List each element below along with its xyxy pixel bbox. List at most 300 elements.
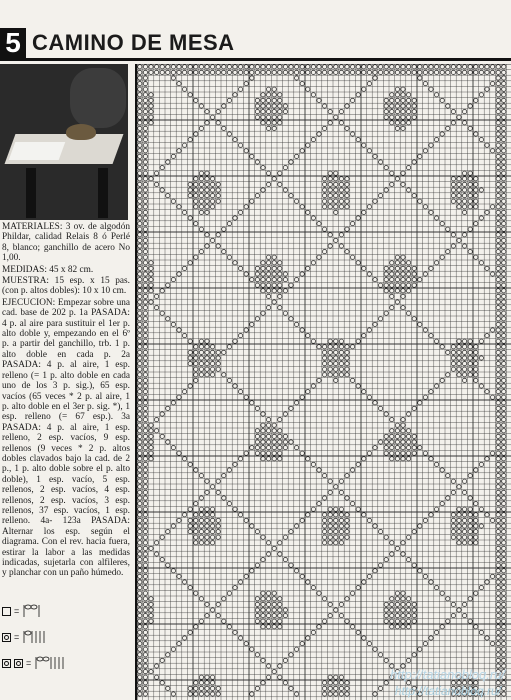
filled-cell <box>412 277 416 281</box>
filled-cell <box>395 429 399 433</box>
filled-cell <box>143 109 147 113</box>
filled-cell <box>474 591 478 595</box>
filled-cell <box>434 384 438 388</box>
filled-cell <box>143 664 147 668</box>
filled-cell <box>496 361 500 365</box>
filled-cell <box>205 535 209 539</box>
filled-cell <box>266 613 270 617</box>
filled-cell <box>283 65 287 69</box>
filled-cell <box>222 619 226 623</box>
filled-cell <box>143 221 147 225</box>
filled-cell <box>143 529 147 533</box>
filled-cell <box>429 143 433 147</box>
filled-cell <box>502 199 506 203</box>
filled-cell <box>401 625 405 629</box>
title-rule <box>0 58 511 61</box>
filled-cell <box>233 630 237 634</box>
filled-cell <box>339 686 343 690</box>
filled-cell <box>485 70 489 74</box>
filled-cell <box>216 356 220 360</box>
filled-cell <box>194 356 198 360</box>
filled-cell <box>328 361 332 365</box>
filled-cell <box>412 563 416 567</box>
filled-cell <box>143 188 147 192</box>
filled-cell <box>462 233 466 237</box>
filled-cell <box>194 625 198 629</box>
filled-cell <box>199 619 203 623</box>
filled-cell <box>496 653 500 657</box>
filled-cell <box>434 65 438 69</box>
filled-cell <box>496 283 500 287</box>
filled-cell <box>143 546 147 550</box>
filled-cell <box>496 423 500 427</box>
filled-cell <box>502 126 506 130</box>
filled-cell <box>373 277 377 281</box>
filled-cell <box>434 137 438 141</box>
filled-cell <box>474 468 478 472</box>
filled-cell <box>233 585 237 589</box>
filled-cell <box>194 350 198 354</box>
filled-cell <box>166 529 170 533</box>
filled-cell <box>143 597 147 601</box>
filled-cell <box>474 193 478 197</box>
filled-cell <box>171 76 175 80</box>
filled-cell <box>339 513 343 517</box>
filled-cell <box>339 367 343 371</box>
filled-cell <box>143 541 147 545</box>
filled-cell <box>171 70 175 74</box>
filled-cell <box>255 686 259 690</box>
filled-cell <box>345 227 349 231</box>
filled-cell <box>406 451 410 455</box>
filled-cell <box>401 457 405 461</box>
filled-cell <box>457 485 461 489</box>
filled-cell <box>468 361 472 365</box>
filled-cell <box>278 98 282 102</box>
filled-cell <box>479 188 483 192</box>
filled-cell <box>143 647 147 651</box>
filled-cell <box>261 277 265 281</box>
filled-cell <box>502 70 506 74</box>
filled-cell <box>390 445 394 449</box>
filled-cell <box>149 177 153 181</box>
filled-cell <box>496 630 500 634</box>
filled-cell <box>406 608 410 612</box>
filled-cell <box>395 625 399 629</box>
filled-cell <box>278 619 282 623</box>
filled-cell <box>468 171 472 175</box>
filled-cell <box>395 608 399 612</box>
filled-cell <box>451 109 455 113</box>
filled-cell <box>468 126 472 130</box>
filled-cell <box>474 205 478 209</box>
filled-cell <box>412 406 416 410</box>
filled-cell <box>462 524 466 528</box>
filled-cell <box>457 350 461 354</box>
filled-cell <box>255 65 259 69</box>
filled-cell <box>401 121 405 125</box>
filled-cell <box>205 524 209 528</box>
filled-cell <box>468 367 472 371</box>
filled-cell <box>395 619 399 623</box>
filled-cell <box>143 384 147 388</box>
filled-cell <box>502 513 506 517</box>
filled-cell <box>205 199 209 203</box>
filled-cell <box>210 692 214 696</box>
filled-cell <box>468 529 472 533</box>
filled-cell <box>283 104 287 108</box>
filled-cell <box>345 692 349 696</box>
filled-cell <box>216 524 220 528</box>
filled-cell <box>339 345 343 349</box>
filled-cell <box>328 205 332 209</box>
filled-cell <box>210 199 214 203</box>
filled-cell <box>199 518 203 522</box>
filled-cell <box>474 65 478 69</box>
filled-cell <box>306 266 310 270</box>
filled-cell <box>266 104 270 108</box>
filled-cell <box>272 300 276 304</box>
filled-cell <box>166 283 170 287</box>
filled-cell <box>339 518 343 522</box>
filled-cell <box>222 70 226 74</box>
filled-cell <box>384 109 388 113</box>
filled-cell <box>261 429 265 433</box>
filled-cell <box>188 686 192 690</box>
filled-cell <box>373 154 377 158</box>
filled-cell <box>306 143 310 147</box>
filled-cell <box>446 249 450 253</box>
filled-cell <box>210 361 214 365</box>
filled-cell <box>171 65 175 69</box>
filled-cell <box>378 160 382 164</box>
filled-cell <box>412 619 416 623</box>
filled-cell <box>166 653 170 657</box>
filled-cell <box>468 199 472 203</box>
filled-cell <box>384 658 388 662</box>
filled-cell <box>502 121 506 125</box>
filled-cell <box>334 529 338 533</box>
filled-cell <box>496 429 500 433</box>
filled-cell <box>154 182 158 186</box>
filled-cell <box>227 468 231 472</box>
filled-cell <box>462 339 466 343</box>
filled-cell <box>138 188 142 192</box>
filled-cell <box>401 171 405 175</box>
filled-cell <box>457 518 461 522</box>
filled-cell <box>440 255 444 259</box>
filled-cell <box>278 70 282 74</box>
filled-cell <box>502 602 506 606</box>
filled-cell <box>227 378 231 382</box>
filled-cell <box>182 70 186 74</box>
filled-cell <box>479 261 483 265</box>
filled-cell <box>227 345 231 349</box>
filled-cell <box>418 70 422 74</box>
filled-cell <box>502 485 506 489</box>
filled-cell <box>143 574 147 578</box>
filled-cell <box>289 160 293 164</box>
filled-cell <box>205 182 209 186</box>
filled-cell <box>496 440 500 444</box>
filled-cell <box>468 104 472 108</box>
filled-cell <box>328 193 332 197</box>
filled-cell <box>143 496 147 500</box>
filled-cell <box>462 367 466 371</box>
filled-cell <box>210 238 214 242</box>
filled-cell <box>328 613 332 617</box>
filled-cell <box>149 669 153 673</box>
filled-cell <box>339 188 343 192</box>
filled-cell <box>462 188 466 192</box>
filled-cell <box>143 580 147 584</box>
filled-cell <box>339 182 343 186</box>
filled-cell <box>171 445 175 449</box>
filled-cell <box>261 451 265 455</box>
filled-cell <box>406 625 410 629</box>
filled-cell <box>356 339 360 343</box>
filled-cell <box>138 294 142 298</box>
filled-cell <box>502 249 506 253</box>
filled-cell <box>216 233 220 237</box>
filled-cell <box>138 328 142 332</box>
filled-cell <box>378 317 382 321</box>
filled-cell <box>401 277 405 281</box>
filled-cell <box>138 98 142 102</box>
filled-cell <box>138 686 142 690</box>
filled-cell <box>138 406 142 410</box>
filled-cell <box>328 65 332 69</box>
filled-cell <box>278 602 282 606</box>
filled-cell <box>266 552 270 556</box>
filled-cell <box>502 98 506 102</box>
filled-cell <box>502 496 506 500</box>
filled-cell <box>378 65 382 69</box>
filled-cell <box>210 529 214 533</box>
filled-cell <box>143 132 147 136</box>
filled-cell <box>362 87 366 91</box>
filled-cell <box>222 350 226 354</box>
filled-cell <box>339 199 343 203</box>
filled-cell <box>395 177 399 181</box>
filled-cell <box>138 535 142 539</box>
filled-cell <box>474 513 478 517</box>
filled-cell <box>255 529 259 533</box>
filled-cell <box>266 266 270 270</box>
article-title: CAMINO DE MESA <box>32 30 235 55</box>
filled-cell <box>300 641 304 645</box>
filled-cell <box>328 541 332 545</box>
filled-cell <box>457 177 461 181</box>
filled-cell <box>250 154 254 158</box>
filled-cell <box>339 541 343 545</box>
filled-cell <box>490 641 494 645</box>
filled-cell <box>278 541 282 545</box>
filled-cell <box>143 143 147 147</box>
filled-cell <box>138 104 142 108</box>
filled-cell <box>345 182 349 186</box>
filled-cell <box>199 171 203 175</box>
filled-cell <box>250 569 254 573</box>
filled-cell <box>401 182 405 186</box>
filled-cell <box>261 457 265 461</box>
filled-cell <box>479 524 483 528</box>
filled-cell <box>311 65 315 69</box>
filled-cell <box>395 434 399 438</box>
filled-cell <box>401 552 405 556</box>
filled-cell <box>334 513 338 517</box>
filled-cell <box>138 485 142 489</box>
filled-cell <box>272 126 276 130</box>
filled-cell <box>233 70 237 74</box>
filled-cell <box>233 384 237 388</box>
filled-cell <box>502 171 506 175</box>
filled-cell <box>502 182 506 186</box>
filled-cell <box>261 261 265 265</box>
filled-cell <box>311 339 315 343</box>
filled-cell <box>238 87 242 91</box>
filled-cell <box>266 65 270 69</box>
filled-cell <box>401 283 405 287</box>
filled-cell <box>395 65 399 69</box>
filled-cell <box>457 373 461 377</box>
filled-cell <box>384 104 388 108</box>
filled-cell <box>143 412 147 416</box>
filled-cell <box>362 65 366 69</box>
filled-cell <box>143 485 147 489</box>
filled-cell <box>429 70 433 74</box>
filled-cell <box>395 591 399 595</box>
filled-cell <box>261 619 265 623</box>
filled-cell <box>188 188 192 192</box>
filled-cell <box>138 333 142 337</box>
filled-cell <box>345 199 349 203</box>
instructions-measurements: MEDIDAS: 45 x 82 cm. <box>2 264 94 275</box>
filled-cell <box>462 109 466 113</box>
filled-cell <box>451 233 455 237</box>
filled-cell <box>278 429 282 433</box>
filled-cell <box>418 445 422 449</box>
filled-cell <box>496 171 500 175</box>
filled-cell <box>502 535 506 539</box>
filled-cell <box>390 104 394 108</box>
filled-cell <box>401 608 405 612</box>
filled-cell <box>255 70 259 74</box>
filled-cell <box>294 569 298 573</box>
filled-cell <box>401 451 405 455</box>
filled-cell <box>328 70 332 74</box>
filled-cell <box>194 188 198 192</box>
filled-cell <box>384 619 388 623</box>
filled-cell <box>322 686 326 690</box>
filled-cell <box>143 121 147 125</box>
filled-cell <box>502 641 506 645</box>
filled-cell <box>255 193 259 197</box>
filled-cell <box>334 507 338 511</box>
filled-cell <box>250 277 254 281</box>
filled-cell <box>278 552 282 556</box>
filled-cell <box>496 417 500 421</box>
filled-cell <box>395 445 399 449</box>
filled-cell <box>339 490 343 494</box>
filled-cell <box>490 518 494 522</box>
filled-cell <box>205 171 209 175</box>
filled-cell <box>423 205 427 209</box>
filled-cell <box>350 255 354 259</box>
filled-cell <box>502 289 506 293</box>
filled-cell <box>182 580 186 584</box>
filled-cell <box>485 333 489 337</box>
instructions-text <box>2 222 130 580</box>
filled-cell <box>138 165 142 169</box>
filled-cell <box>138 81 142 85</box>
filled-cell <box>205 507 209 511</box>
multi-treble-stitch-icon <box>34 656 68 670</box>
filled-cell <box>205 692 209 696</box>
filled-cell <box>160 557 164 561</box>
filled-cell <box>138 356 142 360</box>
filled-cell <box>283 289 287 293</box>
filled-cell <box>502 434 506 438</box>
filled-cell <box>283 188 287 192</box>
filled-cell <box>496 552 500 556</box>
filled-cell <box>222 65 226 69</box>
filled-cell <box>350 468 354 472</box>
filled-cell <box>143 429 147 433</box>
filled-cell <box>222 227 226 231</box>
filled-cell <box>350 221 354 225</box>
double-filled-square-icon <box>14 659 23 668</box>
filled-cell <box>406 440 410 444</box>
filled-cell <box>457 238 461 242</box>
filled-cell <box>138 412 142 416</box>
filled-cell <box>334 199 338 203</box>
filled-cell <box>227 625 231 629</box>
filled-cell <box>272 602 276 606</box>
filled-cell <box>261 591 265 595</box>
filled-cell <box>390 182 394 186</box>
filled-cell <box>502 378 506 382</box>
filled-cell <box>306 65 310 69</box>
filled-cell <box>384 608 388 612</box>
filled-cell <box>250 65 254 69</box>
filled-cell <box>322 205 326 209</box>
filled-cell <box>143 149 147 153</box>
filled-cell <box>451 350 455 354</box>
filled-cell <box>485 636 489 640</box>
filled-cell <box>496 501 500 505</box>
filled-cell <box>423 65 427 69</box>
filled-cell <box>502 361 506 365</box>
filled-cell <box>328 339 332 343</box>
filled-cell <box>468 507 472 511</box>
filled-cell <box>502 160 506 164</box>
filled-cell <box>166 65 170 69</box>
filled-cell <box>266 93 270 97</box>
filled-cell <box>496 496 500 500</box>
filled-cell <box>311 507 315 511</box>
filled-cell <box>182 143 186 147</box>
photo-table-leg <box>26 168 36 218</box>
filled-cell <box>339 121 343 125</box>
filled-cell <box>143 423 147 427</box>
filled-cell <box>143 501 147 505</box>
filled-cell <box>446 104 450 108</box>
filled-cell <box>138 272 142 276</box>
filled-cell <box>339 373 343 377</box>
filled-cell <box>177 395 181 399</box>
filled-cell <box>294 154 298 158</box>
